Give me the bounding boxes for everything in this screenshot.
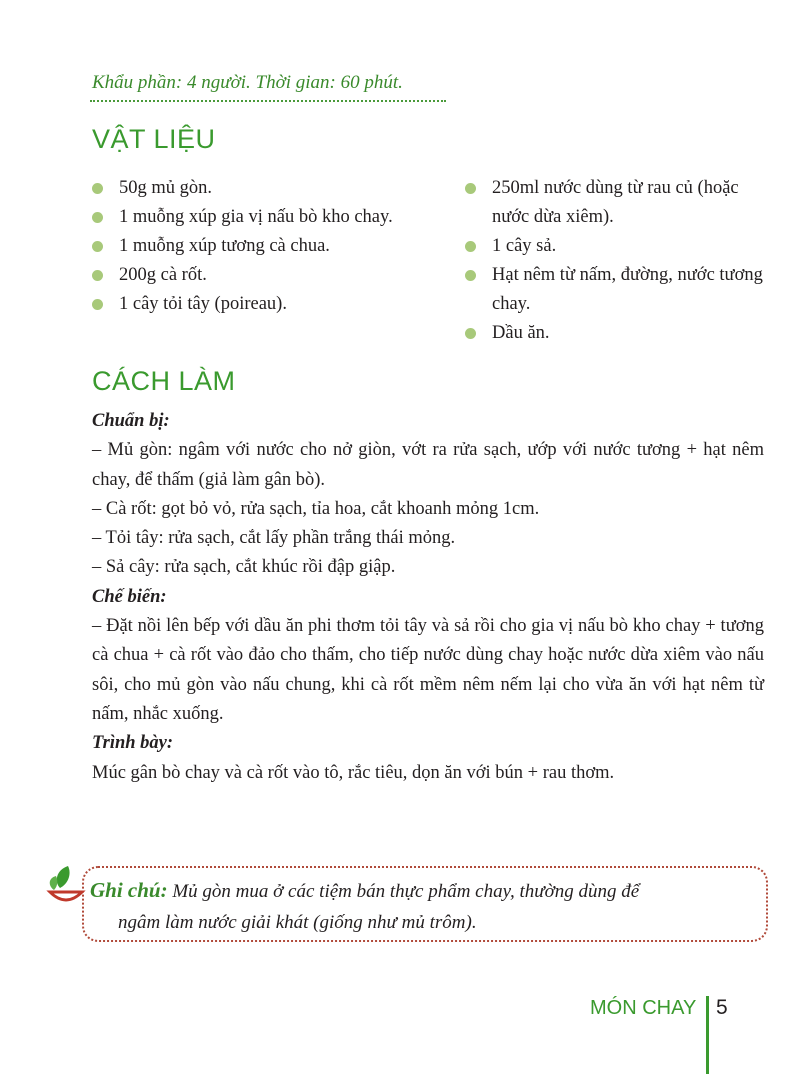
bullet-icon [465,183,476,194]
ingredient-text: 1 muỗng xúp tương cà chua. [119,236,330,256]
ingredient-text: Dầu ăn. [492,323,550,343]
ingredient-item [465,261,765,319]
materials-heading: VẬT LIỆU [92,124,216,154]
prep-heading: Chuẩn bị: [92,411,170,431]
ingredient-item [92,174,462,203]
footer-section-title: MÓN CHAY [590,997,697,1019]
bullet-icon [465,270,476,281]
ingredient-text: Hạt nêm từ nấm, đường, nước tương chay. [492,265,763,314]
leaf-bowl-icon [46,864,86,908]
note-line-1: Mủ gòn mua ở các tiệm bán thực phẩm chay, thường dùng để [172,881,640,902]
ingredient-text: 250ml nước dùng từ rau củ (hoặc nước dừa xiêm). [492,178,739,227]
footer-divider [706,996,709,1074]
ingredients-list-right [465,174,765,348]
cook-text: – Đặt nồi lên bếp với dầu ăn phi thơm tỏi tây và sả rồi cho gia vị nấu bò kho chay + tương cà chua + cà rốt vào đảo cho thấm, cho tiếp nước dùng chay hoặc nước dừa xiêm vào nấu sôi, cho mủ gòn vào nấu chung, khi cà rốt mềm nêm nếm lại cho vừa ăn với hạt nêm từ nấm, nhắc xuống. [92,616,764,724]
bullet-icon [92,212,103,223]
bullet-icon [465,241,476,252]
method-heading: CÁCH LÀM [92,366,236,396]
prep-line: – Mủ gòn: ngâm với nước cho nở giòn, vớt ra rửa sạch, ướp với nước tương + hạt nêm chay, để thấm (giả làm gân bò). [92,440,764,490]
serve-text: Múc gân bò chay và cà rốt vào tô, rắc tiêu, dọn ăn với bún + rau thơm. [92,762,615,783]
note-label: Ghi chú: [90,878,168,902]
serving-underline [90,100,446,102]
cook-heading: Chế biến: [92,586,167,607]
bullet-icon [92,241,103,252]
page-number: 5 [716,996,728,1019]
bullet-icon [92,183,103,194]
ingredient-text: 1 cây sả. [492,236,557,256]
prep-line: – Sả cây: rửa sạch, cắt khúc rồi đập giập. [92,557,396,578]
ingredient-item [92,261,462,290]
ingredient-item [465,174,765,232]
bullet-icon [465,328,476,339]
ingredient-item [465,232,765,261]
method-body [92,407,764,788]
ingredient-item [92,232,462,261]
ingredient-text: 50g mủ gòn. [119,178,213,198]
ingredient-item [92,203,462,232]
prep-line: – Cà rốt: gọt bỏ vỏ, rửa sạch, tỉa hoa, cắt khoanh mỏng 1cm. [92,498,540,519]
ingredient-text: 1 muỗng xúp gia vị nấu bò kho chay. [119,207,393,227]
serving-info: Khẩu phần: 4 người. Thời gian: 60 phút. [92,72,403,93]
prep-line: – Tỏi tây: rửa sạch, cắt lấy phần trắng thái mỏng. [92,528,456,549]
note-line-2: ngâm làm nước giải khát (giống như mủ trôm). [118,912,477,933]
bullet-icon [92,270,103,281]
ingredient-text: 200g cà rốt. [119,265,207,285]
bullet-icon [92,299,103,310]
ingredients-list-left [92,174,462,319]
ingredient-item [465,319,765,348]
note-text [90,875,758,938]
serve-heading: Trình bày: [92,733,174,754]
ingredient-item [92,290,462,319]
ingredient-text: 1 cây tỏi tây (poireau). [119,294,287,314]
